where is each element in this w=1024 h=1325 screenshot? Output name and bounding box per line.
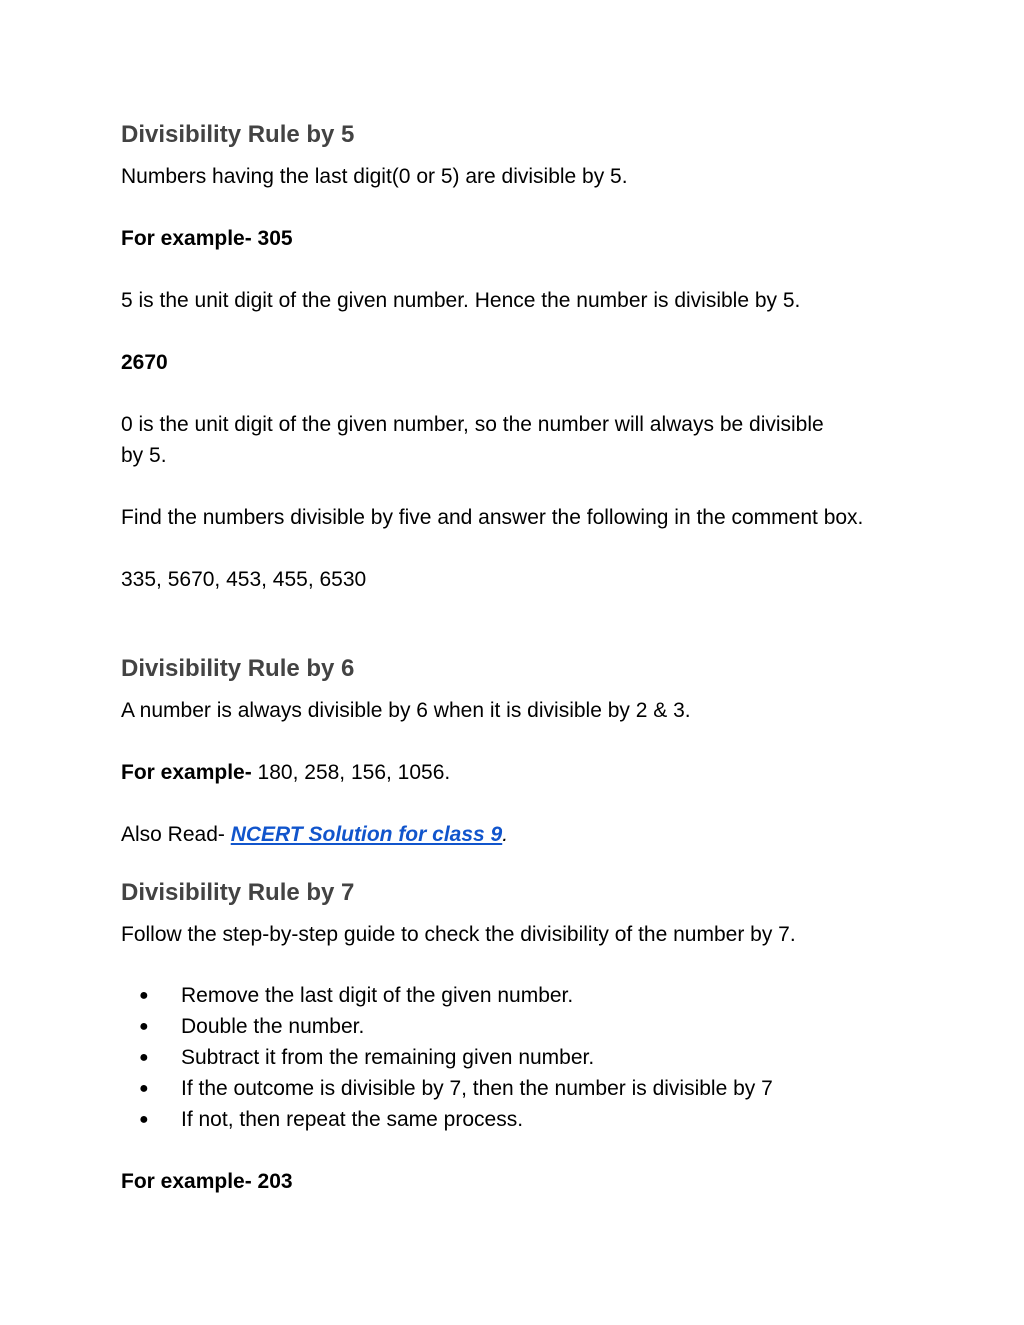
- heading-rule-5: Divisibility Rule by 5: [121, 121, 355, 148]
- bullet-icon: ●: [139, 987, 149, 1004]
- rule-7-intro: Follow the step-by-step guide to check the divisibility of the number by 7.: [121, 923, 796, 946]
- list-item: [121, 1073, 773, 1104]
- rule-7-steps-list: [121, 980, 773, 1135]
- bullet-icon: ●: [139, 1080, 149, 1097]
- rule-7-example-label: For example- 203: [121, 1170, 293, 1193]
- rule-6-example-label: For example-: [121, 761, 252, 784]
- ncert-solution-link[interactable]: NCERT Solution for class 9: [230, 823, 503, 846]
- also-read-period: .: [502, 823, 509, 846]
- rule-6-example-values: 180, 258, 156, 1056.: [251, 761, 451, 784]
- bullet-icon: ●: [139, 1018, 149, 1035]
- list-item: [121, 1104, 773, 1135]
- step-text: If not, then repeat the same process.: [181, 1108, 524, 1131]
- also-read-label: Also Read-: [121, 823, 231, 846]
- bullet-icon: ●: [139, 1111, 149, 1128]
- rule-5-example2-text: 0 is the unit digit of the given number, so the number will always be divisible by 5.: [121, 413, 824, 467]
- rule-5-example2-number: 2670: [121, 351, 168, 374]
- list-item: [121, 1042, 773, 1073]
- list-item: [121, 980, 773, 1011]
- bullet-icon: ●: [139, 1049, 149, 1066]
- rule-5-intro: Numbers having the last digit(0 or 5) are divisible by 5.: [121, 165, 628, 188]
- rule-6-intro: A number is always divisible by 6 when it is divisible by 2 & 3.: [121, 699, 691, 722]
- rule-5-exercise-text: Find the numbers divisible by five and answer the following in the comment box.: [121, 506, 864, 529]
- step-text: Double the number.: [181, 1015, 365, 1038]
- heading-rule-6: Divisibility Rule by 6: [121, 655, 355, 682]
- list-item: [121, 1011, 773, 1042]
- step-text: Remove the last digit of the given number.: [181, 984, 574, 1007]
- step-text: If the outcome is divisible by 7, then the number is divisible by 7: [181, 1077, 773, 1100]
- also-read-line: [121, 819, 508, 850]
- rule-5-example1-text: 5 is the unit digit of the given number. Hence the number is divisible by 5.: [121, 289, 801, 312]
- rule-5-example-label: For example- 305: [121, 227, 293, 250]
- step-text: Subtract it from the remaining given number.: [181, 1046, 595, 1069]
- rule-5-exercise-numbers: 335, 5670, 453, 455, 6530: [121, 568, 367, 591]
- rule-6-example: [121, 757, 450, 788]
- heading-rule-7: Divisibility Rule by 7: [121, 879, 355, 906]
